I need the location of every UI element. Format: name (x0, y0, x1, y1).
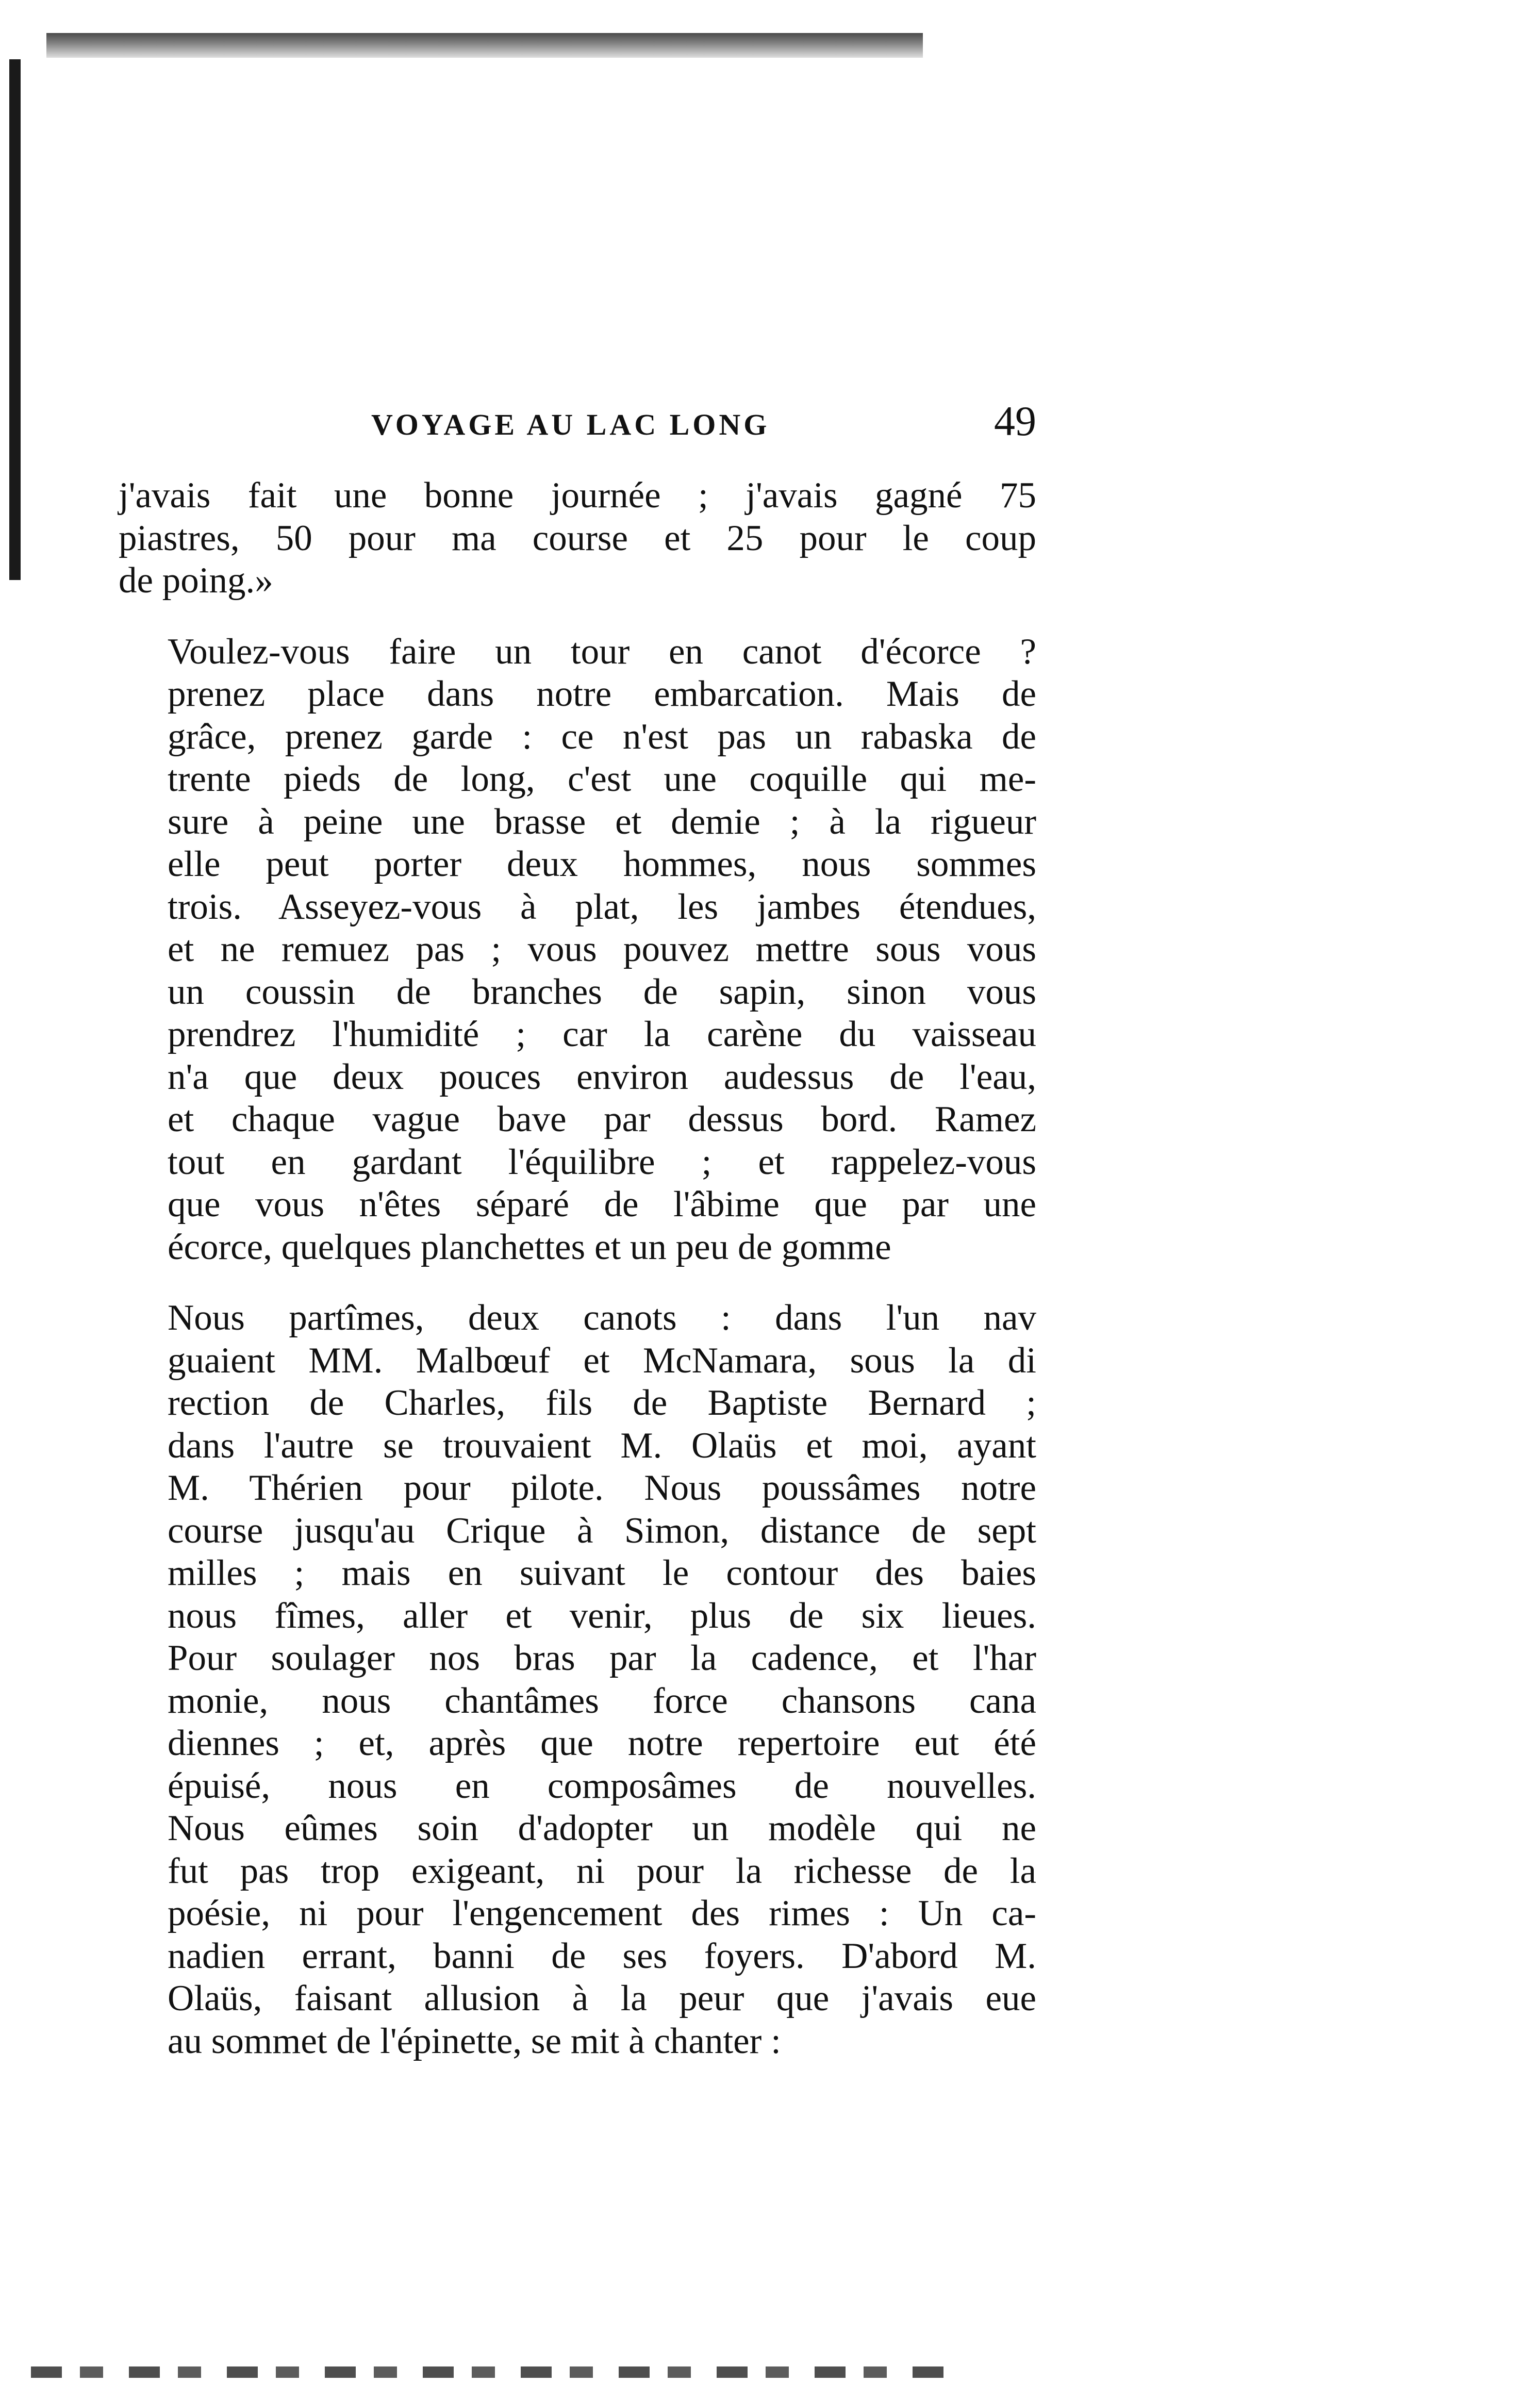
text-line: Olaüs, faisant allusion à la peur que j'avais eue (168, 1978, 1036, 2018)
text-line: j'avais fait une bonne journée ; j'avais gagné 75 (119, 475, 1036, 516)
text-line: monie, nous chantâmes force chansons cana (168, 1680, 1036, 1721)
paragraph-3 (119, 1297, 1036, 2062)
text-line: M. Thérien pour pilote. Nous poussâmes notre (168, 1468, 1036, 1508)
running-title: VOYAGE AU LAC LONG (371, 408, 770, 441)
scan-border-bottom (31, 2366, 959, 2378)
text-line: un coussin de branches de sapin, sinon vous (168, 971, 1036, 1012)
text-line: elle peut porter deux hommes, nous sommes (168, 844, 1036, 884)
text-line: guaient MM. Malbœuf et McNamara, sous la di (168, 1340, 1036, 1381)
scan-border-top (46, 33, 923, 58)
text-line: écorce, quelques planchettes et un peu de gomme (168, 1227, 891, 1267)
text-line: Pour soulager nos bras par la cadence, et l'har (168, 1638, 1036, 1678)
text-line: trente pieds de long, c'est une coquille qui me- (168, 759, 1036, 799)
text-line: grâce, prenez garde : ce n'est pas un rabaska de (168, 716, 1036, 757)
text-line: et chaque vague bave par dessus bord. Ramez (168, 1099, 1036, 1139)
text-line: prenez place dans notre embarcation. Mais de (168, 674, 1036, 714)
text-line: de poing.» (119, 560, 273, 601)
paragraph-1 (119, 474, 1036, 602)
page-number: 49 (994, 398, 1036, 444)
text-line: et ne remuez pas ; vous pouvez mettre sous vous (168, 929, 1036, 969)
text-line: prendrez l'humidité ; car la carène du vaisseau (168, 1014, 1036, 1054)
text-line: piastres, 50 pour ma course et 25 pour le coup (119, 518, 1036, 558)
text-line: course jusqu'au Crique à Simon, distance de sept (168, 1510, 1036, 1551)
text-line: sure à peine une brasse et demie ; à la rigueur (168, 801, 1036, 842)
scan-border-left (9, 59, 21, 580)
text-line: trois. Asseyez-vous à plat, les jambes étendues, (168, 886, 1036, 927)
text-line: au sommet de l'épinette, se mit à chanter : (168, 2021, 781, 2061)
text-line: milles ; mais en suivant le contour des baies (168, 1553, 1036, 1593)
text-line: dans l'autre se trouvaient M. Olaüs et moi, ayant (168, 1425, 1036, 1466)
text-line: nous fîmes, aller et venir, plus de six lieues. (168, 1595, 1036, 1636)
text-line: poésie, ni pour l'engencement des rimes : Un ca- (168, 1893, 1036, 1933)
text-line: tout en gardant l'équilibre ; et rappelez-vous (168, 1141, 1036, 1182)
text-line: rection de Charles, fils de Baptiste Bernard ; (168, 1383, 1036, 1423)
page-header (119, 392, 1036, 454)
page-body (119, 474, 1036, 2062)
text-line: fut pas trop exigeant, ni pour la richesse de la (168, 1850, 1036, 1891)
paragraph-2 (119, 631, 1036, 1269)
text-line: Voulez-vous faire un tour en canot d'écorce ? (168, 631, 1036, 672)
text-line: Nous partîmes, deux canots : dans l'un nav (168, 1298, 1036, 1338)
text-line: nadien errant, banni de ses foyers. D'abord M. (168, 1935, 1036, 1976)
text-line: que vous n'êtes séparé de l'âbime que par une (168, 1184, 1036, 1224)
text-line: épuisé, nous en composâmes de nouvelles. (168, 1765, 1036, 1806)
text-line: Nous eûmes soin d'adopter un modèle qui ne (168, 1808, 1036, 1848)
text-line: diennes ; et, après que notre repertoire eut été (168, 1723, 1036, 1763)
text-line: n'a que deux pouces environ audessus de l'eau, (168, 1056, 1036, 1097)
